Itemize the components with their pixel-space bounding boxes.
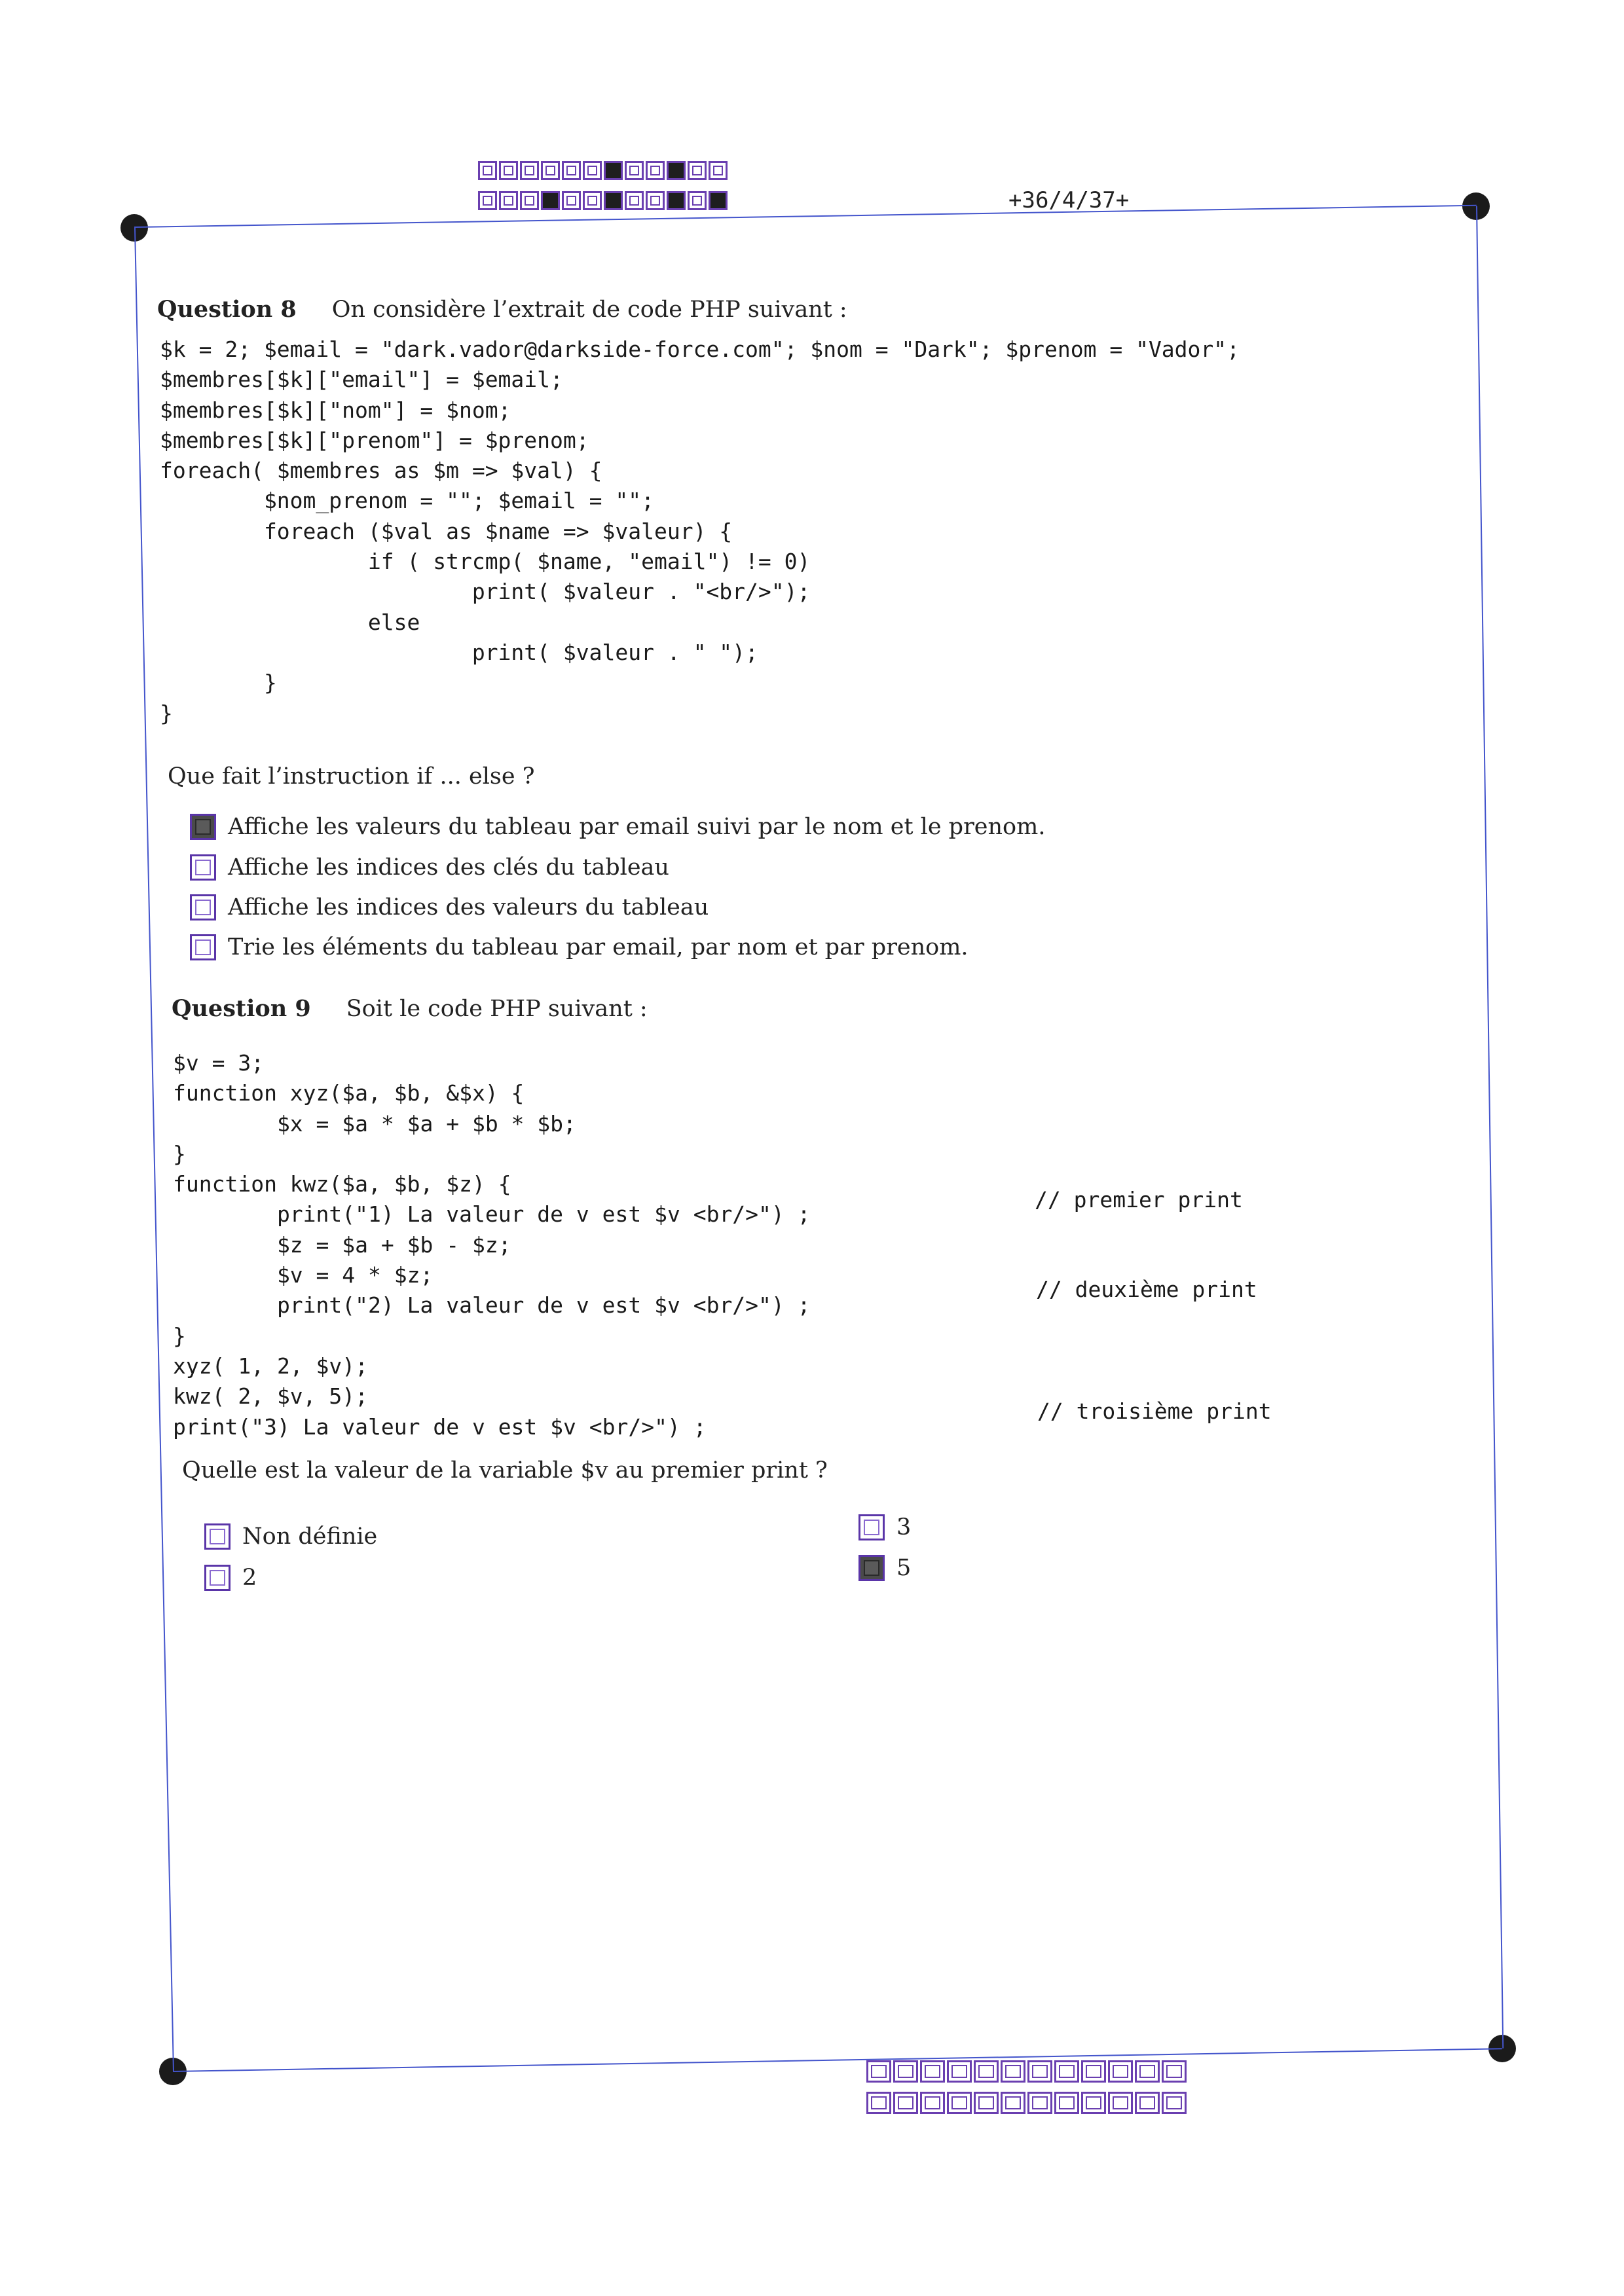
choice-label: 5	[896, 1555, 912, 1581]
question-8-choice-2[interactable]	[190, 854, 669, 881]
checkbox[interactable]	[190, 934, 216, 960]
choice-label: Non définie	[242, 1523, 378, 1550]
choice-label: Affiche les indices des clés du tableau	[228, 854, 669, 881]
checkbox-checked[interactable]	[858, 1555, 885, 1581]
checkbox[interactable]	[190, 894, 216, 920]
question-9-intro: Soit le code PHP suivant :	[346, 996, 648, 1022]
page-code-bottom-row-1	[866, 2060, 1187, 2083]
comment-premier-print: // premier print	[1035, 1187, 1243, 1212]
question-8-choice-3[interactable]	[190, 894, 709, 920]
question-8-choice-4[interactable]	[190, 934, 969, 960]
question-9-choice-non-definie[interactable]	[204, 1523, 377, 1550]
page-id: +36/4/37+	[1008, 187, 1130, 213]
checkbox[interactable]	[858, 1514, 885, 1540]
question-9-code: $v = 3; function xyz($a, $b, &$x) { $x = $a * $a + $b * $b; } function kwz($a, $b, $z) { print("1) La valeur de v est $v <br/>") ; $z = $a + $b - $z; $v = 4 * $z; print("2) La valeur de v est $v <br/>") ; } xyz( 1, 2, $v); kwz( 2, $v, 5); print("3) La valeur de v est $v <br/>") ;	[173, 1050, 811, 1440]
choice-label: 2	[242, 1565, 257, 1591]
frame-top	[134, 205, 1477, 228]
question-9-label: Question 9	[172, 995, 311, 1022]
page-code-bottom-row-2	[866, 2092, 1187, 2114]
comment-troisieme-print: // troisième print	[1037, 1398, 1272, 1424]
page-code-top-row-2	[478, 191, 728, 210]
choice-label: Affiche les valeurs du tableau par email suivi par le nom et le prenom.	[228, 814, 1046, 840]
checkbox[interactable]	[204, 1565, 231, 1591]
frame-right	[1476, 206, 1504, 2049]
question-9-prompt: Quelle est la valeur de la variable $v au premier print ?	[182, 1457, 828, 1484]
page-code-top-row-1	[478, 161, 728, 180]
question-9-heading	[172, 995, 648, 1022]
question-9-choice-3[interactable]	[858, 1514, 911, 1540]
question-8-choice-1[interactable]	[190, 814, 1045, 840]
choice-label: Affiche les indices des valeurs du tableau	[228, 894, 709, 920]
question-8-heading	[157, 296, 847, 323]
question-8-intro: On considère l’extrait de code PHP suivant :	[331, 297, 847, 323]
choice-label: Trie les éléments du tableau par email, par nom et par prenom.	[228, 934, 969, 960]
checkbox-checked[interactable]	[190, 814, 216, 840]
choice-label: 3	[896, 1514, 912, 1540]
question-8-prompt: Que fait l’instruction if ... else ?	[168, 763, 535, 790]
question-9-choice-2[interactable]	[204, 1565, 257, 1591]
checkbox[interactable]	[190, 854, 216, 881]
question-8-code: $k = 2; $email = "dark.vador@darkside-force.com"; $nom = "Dark"; $prenom = "Vador"; $membres[$k]["email"] = $email; $membres[$k]["nom"] = $nom; $membres[$k]["prenom"] = $prenom; foreach( $membres as $m => $val) { $nom_prenom = ""; $email = ""; foreach ($val as $name => $valeur) { if ( strcmp( $name, "email") != 0) print( $valeur . "<br/>"); else print( $valeur . " "); } }	[160, 337, 1240, 726]
frame-bottom	[173, 2048, 1502, 2072]
question-8-label: Question 8	[157, 296, 297, 323]
comment-deuxieme-print: // deuxième print	[1036, 1277, 1257, 1302]
checkbox[interactable]	[204, 1523, 231, 1550]
question-9-choice-5[interactable]	[858, 1555, 911, 1581]
